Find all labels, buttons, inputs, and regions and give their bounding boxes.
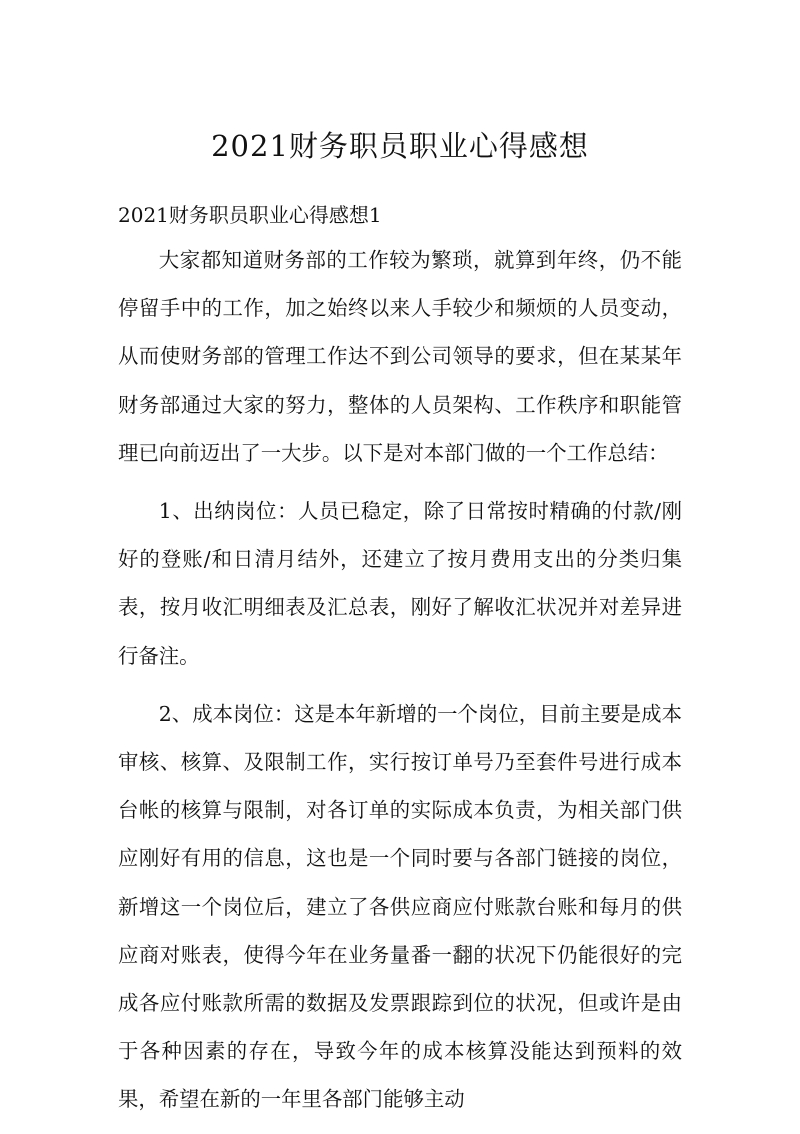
document-body bbox=[118, 196, 682, 1134]
document-title: 2021财务职员职业心得感想 bbox=[211, 129, 589, 163]
paragraph-cashier-position: 1、出纳岗位：人员已稳定，除了日常按时精确的付款/刚好的登账/和日清月结外，还建立了按月费用支出的分类归集表，按月收汇明细表及汇总表，刚好了解收汇状况并对差异进行备注。 bbox=[118, 499, 682, 668]
paragraph-intro: 大家都知道财务部的工作较为繁琐，就算到年终，仍不能停留手中的工作，加之始终以来人手较少和频烦的人员变动，从而使财务部的管理工作达不到公司领导的要求，但在某某年财务部通过大家的努力，整体的人员架构、工作秩序和职能管理已向前迈出了一大步。以下是对本部门做的一个工作总结： bbox=[118, 248, 682, 465]
paragraph-cost-position: 2、成本岗位：这是本年新增的一个岗位，目前主要是成本审核、核算、及限制工作，实行按订单号乃至套件号进行成本台帐的核算与限制，对各订单的实际成本负责，为相关部门供应刚好有用的信息，这也是一个同时要与各部门链接的岗位，新增这一个岗位后，建立了各供应商应付账款台账和每月的供应商对账表，使得今年在业务量番一翻的状况下仍能很好的完成各应付账款所需的数据及发票跟踪到位的状况，但或许是由于各种因素的存在，导致今年的成本核算没能达到预料的效果，希望在新的一年里各部门能够主动 bbox=[118, 701, 682, 1112]
section-heading: 2021财务职员职业心得感想1 bbox=[118, 203, 382, 227]
